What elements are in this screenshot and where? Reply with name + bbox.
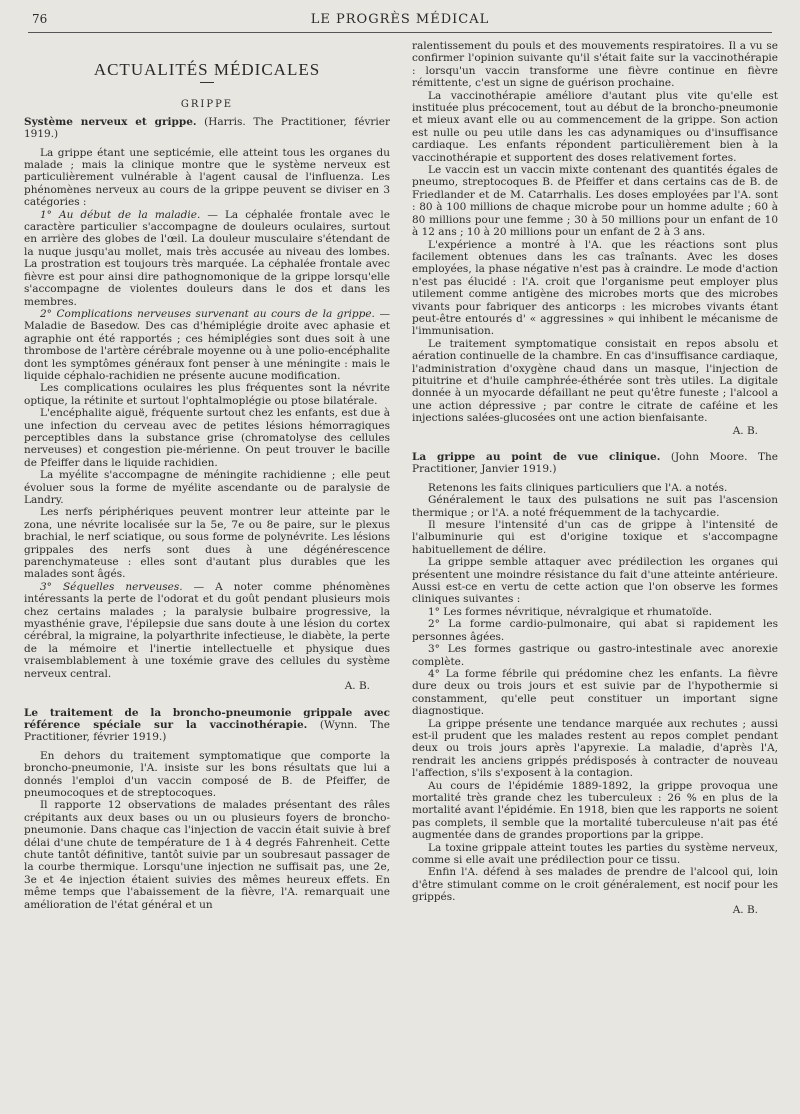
paragraph: Le vaccin est un vaccin mixte contenant des quantités égales de pneumo, streptocoques B. de Pfeiffer et dans certains cas de B. de Friedlander et de M. Catarrhalis. Les doses employées par l'A. sont : 80 à 100 millions de chaque microbe pour un homme adulte ; 60 à 80 millions pour une femme ; 30 à 50 millions pour un enfant de 10 à 12 ans ; 10 à 20 millions pour un enfant de 2 à 3 ans.: [412, 164, 778, 239]
paragraph: Retenons les faits cliniques particuliers que l'A. a notés.: [428, 481, 728, 494]
paragraph: 2° Complications nerveuses survenant au cours de la grippe. — Maladie de Basedow. Des cas d'hémiplégie droite avec aphasie et agraphie ont été rapportés ; ces hémiplégies sont dues soit à une thrombose de l'artère cérébrale moyenne ou à une polio-encéphalite dont les symptômes généraux font penser à une méningite : mais le liquide céphalo-rachidien ne présente aucune modification.: [24, 307, 390, 382]
paragraph: La grippe semble attaquer avec prédilection les organes qui présentent une moindre résistance du fait d'une atteinte antérieure. Aussi est-ce en vertu de cette action que l'on observe les formes cliniques suivantes :: [412, 556, 778, 606]
article-3-title: La grippe au point de vue clinique.: [412, 451, 661, 463]
journal-title: LE PROGRÈS MÉDICAL: [310, 12, 490, 27]
paragraph: Enfin l'A. défend à ses malades de prendre de l'alcool qui, loin d'être stimulant comme on le croit généralement, est nocif pour les grippés.: [412, 866, 778, 904]
title-divider: [200, 82, 214, 83]
section-title: ACTUALITÉS MÉDICALES: [93, 60, 321, 79]
signature: A. B.: [732, 903, 758, 916]
article-2-heading: [24, 707, 390, 744]
paragraph: Généralement le taux des pulsations ne suit pas l'ascension thermique ; or l'A. a noté fréquemment de la tachycardie.: [412, 494, 778, 519]
paragraph: 4° La forme fébrile qui prédomine chez les enfants. La fièvre dure deux ou trois jours et est suivie par de l'hypothermie si constamment, qu'elle peut constituer un important signe diagnostique.: [412, 667, 778, 718]
paragraph: Au cours de l'épidémie 1889-1892, la grippe provoqua une mortalité très grande chez les tuberculeux : 26 % en plus de la mortalité avant l'épidémie. En 1918, bien que les rapports ne soient pas complets, il semble que la mortalité tuberculeuse n'ait pas été augmentée dans de grandes proportions par la grippe.: [412, 779, 778, 842]
article-1-heading: [24, 116, 390, 141]
paragraph: 1° Les formes névritique, névralgique et rhumatoïde.: [428, 605, 712, 618]
paragraph: La grippe étant une septicémie, elle atteint tous les organes du malade ; mais la clinique montre que le système nerveux est particulièrement vulnérable à l'agent causal de l'influenza. Les phénomènes nerveux au cours de la grippe peuvent se diviser en 3 catégories :: [24, 146, 390, 209]
page-number: 76: [32, 12, 48, 26]
paragraph: L'expérience a montré à l'A. que les réactions sont plus facilement obtenues dans les cas traînants. Avec les doses employées, la phase négative n'est pas à craindre. Le mode d'action n'est pas élucidé : l'A. croit que l'organisme peut employer plus utilement comme antigène des microbes morts que des microbes vivants pour fabriquer des anticorps : les microbes vivants étant peut-être entourés d' « aggressines » qui inhibent le mécanisme de l'immunisation.: [412, 238, 778, 338]
subsection-title: GRIPPE: [180, 99, 234, 111]
left-column: [24, 46, 390, 911]
signature: A. B.: [732, 424, 758, 437]
paragraph: ralentissement du pouls et des mouvements respiratoires. Il a vu se confirmer l'opinion suivante qu'il s'était faite sur la vaccinothérapie : lorsqu'un vaccin transforme une fièvre continue en fièvre rémittente, c'est un signe de guérison prochaine.: [412, 40, 778, 90]
article-3-heading: [412, 451, 778, 476]
signature: A. B.: [344, 680, 370, 693]
paragraph: La grippe présente une tendance marquée aux rechutes ; aussi est-il prudent que les malades restent au repos complet pendant deux ou trois jours après l'apyrexie. La maladie, d'après l'A, rendrait les anciens grippés prédisposés à contracter de nouveau l'affection, s'ils s'exposent à la contagion.: [412, 717, 778, 780]
right-column: [412, 40, 778, 916]
paragraph: 2° La forme cardio-pulmonaire, qui abat si rapidement les personnes âgées.: [412, 618, 778, 643]
paragraph: Les complications oculaires les plus fréquentes sont la névrite optique, la rétinite et surtout l'ophtalmoplégie ou ptose bilatérale.: [24, 382, 390, 407]
paragraph: 1° Au début de la maladie. — La céphalée frontale avec le caractère particulier s'accompagne de douleurs oculaires, surtout en arrière des globes de l'œil. La douleur musculaire s'étendant de la nuque jusqu'au mollet, mais très accusée au niveau des lombes. La prostration est toujours très marquée. La céphalée frontale avec fièvre est pour ainsi dire pathognomonique de la grippe lorsqu'elle s'accompagne de violentes douleurs dans le dos et dans les membres.: [24, 208, 390, 308]
paragraph: Les nerfs périphériques peuvent montrer leur atteinte par le zona, une névrite localisée sur la 5e, 7e ou 8e paire, sur le plexus brachial, le nerf sciatique, ou sous forme de polynévrite. Les lésions grippales des nerfs sont dues à une dégénérescence parenchymateuse : elles sont d'autant plus durables que les malades sont âgés.: [24, 506, 390, 581]
paragraph: Il rapporte 12 observations de malades présentant des râles crépitants aux deux bases ou un ou plusieurs foyers de broncho-pneumonie. Dans chaque cas l'injection de vaccin était suivie à bref délai d'une chute de température de 1 à 4 degrés Fahrenheit. Cette chute tantôt définitive, tantôt suivie par un soubresaut passager de la courbe thermique. Lorsqu'une injection ne suffisait pas, une 2e, 3e et 4e injection étaient suivies des mêmes heureux effets. En même temps que l'abaissement de la fièvre, l'A. remarquait une amélioration de l'état général et un: [24, 799, 390, 911]
paragraph: La toxine grippale atteint toutes les parties du système nerveux, comme si elle avait une prédilection pour ce tissu.: [412, 841, 778, 866]
article-2-title: Le traitement de la broncho-pneumonie grippale avec référence spéciale sur la vaccinothérapie.: [24, 706, 390, 731]
paragraph: 3° Les formes gastrique ou gastro-intestinale avec anorexie complète.: [412, 643, 778, 668]
page-header: [28, 8, 772, 33]
article-2-reference: (Wynn. The Practitioner, février 1919.): [24, 718, 391, 744]
paragraph: L'encéphalite aiguë, fréquente surtout chez les enfants, est due à une infection du cerveau avec de petites lésions hémorragiques perceptibles dans la substance grise (chromatolyse des cellules nerveuses) et congestion pie-mérienne. On peut trouver le bacille de Pfeiffer dans le liquide rachidien.: [24, 407, 390, 469]
paragraph: La vaccinothérapie améliore d'autant plus vite qu'elle est instituée plus précocement, tout au début de la broncho-pneumonie et mieux avant elle ou au commencement de la grippe. Son action est nulle ou peu utile dans les cas adynamiques ou d'insuffisance cardiaque. Les enfants répondent particulièrement bien à la vaccinothérapie et supportent des doses relativement fortes.: [412, 89, 778, 164]
article-1-title: Système nerveux et grippe.: [24, 115, 197, 128]
paragraph: Il mesure l'intensité d'un cas de grippe à l'intensité de l'albuminurie qui est d'origine toxique et s'accompagne habituellement de délire.: [412, 519, 778, 556]
paragraph: La myélite s'accompagne de méningite rachidienne ; elle peut évoluer sous la forme de myélite ascendante ou de paralysie de Landry.: [24, 469, 390, 506]
article-3-reference: (John Moore. The Practitioner, Janvier 1919.): [412, 451, 778, 476]
article-1-reference: (Harris. The Practitioner, février 1919.): [24, 115, 390, 141]
paragraph: Le traitement symptomatique consistait en repos absolu et aération continuelle de la chambre. En cas d'insuffisance cardiaque, l'administration d'oxygène chaud dans un masque, l'injection de pituitrine et d'huile camphrée-éthérée sont très utiles. La digitale donnée à un myocarde défaillant ne peut qu'être funeste ; l'alcool a une action dépressive ; par contre le citrate de caféine et les injections salées-glucosées ont une action bienfaisante.: [412, 337, 778, 425]
paragraph: En dehors du traitement symptomatique que comporte la broncho-pneumonie, l'A. insiste sur les bons résultats que lui a donnés l'emploi d'un vaccin composé de B. de Pfeiffer, de pneumocoques et de streptocoques.: [24, 749, 390, 799]
paragraph: 3° Séquelles nerveuses. — A noter comme phénomènes intéressants la perte de l'odorat et du goût pendant plusieurs mois chez certains malades ; la paralysie bulbaire progressive, la myasthénie grave, l'épilepsie due sans doute à une lésion du cortex cérébral, la migraine, la polyarthrite infectieuse, le diabète, la perte de la mémoire et l'inertie intellectuelle et physique dues vraisemblablement à une toxémie grave des cellules du système nerveux central.: [24, 580, 390, 680]
